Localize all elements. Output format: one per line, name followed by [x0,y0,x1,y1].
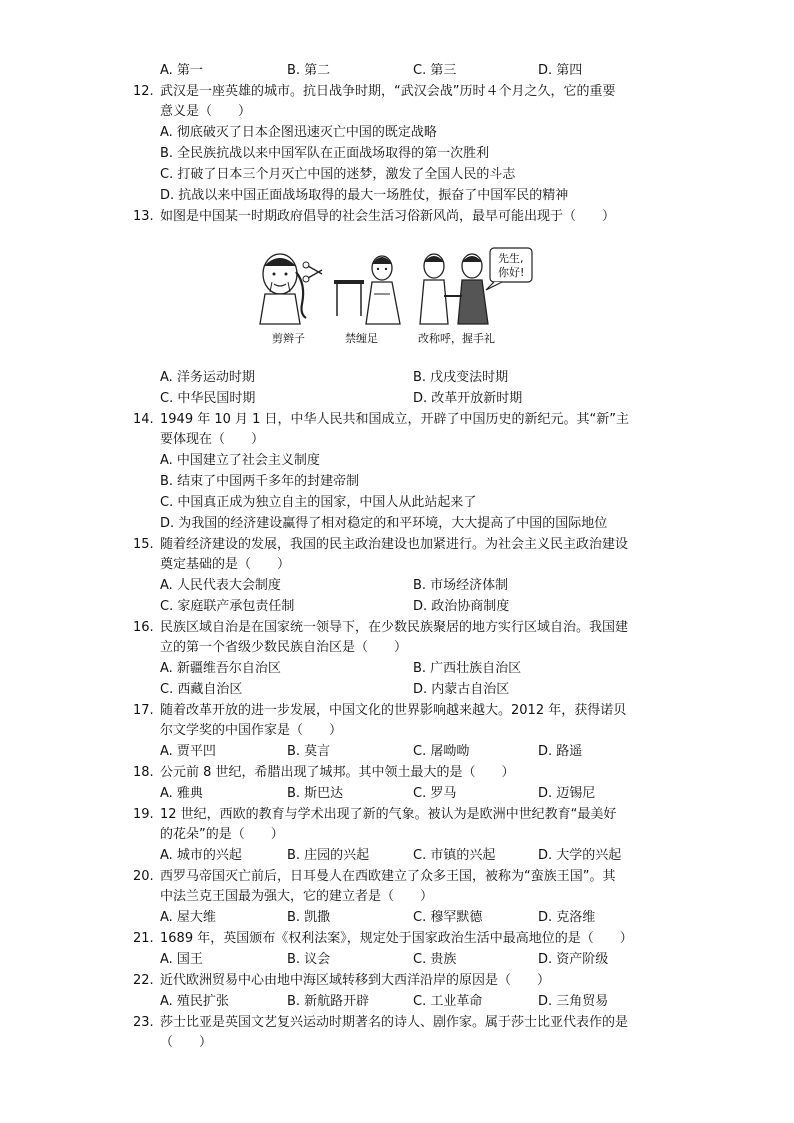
question-number: 15. [133,537,154,552]
option-a: A. 国王 [160,952,203,967]
question-stem: 民族区域自治是在国家统一领导下，在少数民族聚居的地方实行区域自治。我国建 [160,620,629,635]
option-a: A. 第一 [160,63,203,78]
question-stem: 随着经济建设的发展，我国的民主政治建设也加紧进行。为社会主义民主政治建设 [160,537,629,552]
question-stem: 12 世纪，西欧的教育与学术出现了新的气象。被认为是欧洲中世纪教育“最美好 [160,807,617,822]
option-d: D. 内蒙古自治区 [413,682,510,697]
option-a: A. 洋务运动时期 [160,370,255,385]
option-c: C. 罗马 [413,786,457,801]
question-number: 23. [133,1015,154,1030]
option-d: D. 三角贸易 [538,994,609,1009]
option-b: B. 凯撒 [287,910,331,925]
option-b: B. 广西壮族自治区 [413,661,522,676]
question-stem: 1949 年 10 月 1 日，中华人民共和国成立，开辟了中国历史的新纪元。其“新”主 [160,412,630,427]
question-stem: 的花朵”的是（ ） [160,827,284,842]
question-number: 16. [133,620,154,635]
question-number: 13. [133,209,154,224]
question-stem: 要体现在（ ） [160,432,265,447]
speech-bubble-text: 先生, [498,252,524,265]
option-a: A. 城市的兴起 [160,848,242,863]
question-stem: 立的第一个省级少数民族自治区是（ ） [160,640,408,655]
foot-binding-figure [334,256,400,324]
option-a: A. 屋大维 [160,910,216,925]
question-number: 14. [133,412,154,427]
question-stem: 公元前 8 世纪，希腊出现了城邦。其中领土最大的是（ ） [160,765,515,780]
option-b: B. 全民族抗战以来中国军队在正面战场取得的第一次胜利 [160,146,490,161]
option-d: D. 改革开放新时期 [413,391,523,406]
cut-queue-figure [260,254,322,324]
option-c: C. 中国真正成为独立自主的国家，中国人从此站起来了 [160,495,477,510]
question-number: 22. [133,973,154,988]
option-d: D. 为我国的经济建设赢得了相对稳定的和平环境，大大提高了中国的国际地位 [160,516,608,531]
option-b: B. 戊戌变法时期 [413,370,509,385]
option-c: C. 屠呦呦 [413,744,470,759]
speech-bubble-text: 你好! [498,266,525,279]
option-a: A. 贾平凹 [160,744,216,759]
question-stem: （ ） [160,1035,213,1050]
figure-caption: 剪辫子 [272,332,305,345]
option-c: C. 打破了日本三个月灭亡中国的迷梦，激发了全国人民的斗志 [160,167,516,182]
customs-illustration [250,244,540,348]
figure-caption: 改称呼，握手礼 [418,332,495,345]
question-number: 12. [133,84,154,99]
option-d: D. 克洛维 [538,910,596,925]
question-stem: 随着改革开放的进一步发展，中国文化的世界影响越来越大。2012 年，获得诺贝 [160,703,627,718]
option-a: A. 殖民扩张 [160,994,229,1009]
question-stem: 近代欧洲贸易中心由地中海区域转移到大西洋沿岸的原因是（ ） [160,973,551,988]
question-number: 19. [133,807,154,822]
option-d: D. 第四 [538,63,583,78]
option-a: A. 人民代表大会制度 [160,578,281,593]
option-c: C. 工业革命 [413,994,483,1009]
question-number: 21. [133,931,154,946]
question-stem: 中法兰克王国最为强大，它的建立者是（ ） [160,889,434,904]
handshake-figure [420,248,532,324]
figure-caption: 禁缠足 [345,332,378,345]
question-stem: 如图是中国某一时期政府倡导的社会生活习俗新风尚，最早可能出现于（ ） [160,209,616,224]
option-d: D. 政治协商制度 [413,599,510,614]
option-d: D. 抗战以来中国正面战场取得的最大一场胜仗，振奋了中国军民的精神 [160,188,569,203]
option-b: B. 新航路开辟 [287,994,370,1009]
option-b: B. 第二 [287,63,331,78]
option-c: C. 家庭联产承包责任制 [160,599,295,614]
option-c: C. 西藏自治区 [160,682,243,697]
option-d: D. 大学的兴起 [538,848,622,863]
question-number: 18. [133,765,154,780]
question-stem: 武汉是一座英雄的城市。抗日战争时期，“武汉会战”历时４个月之久，它的重要 [160,84,616,99]
option-a: A. 雅典 [160,786,203,801]
option-b: B. 莫言 [287,744,331,759]
question-number: 17. [133,703,154,718]
option-b: B. 结束了中国两千多年的封建帝制 [160,474,360,489]
option-b: B. 市场经济体制 [413,578,509,593]
option-d: D. 迈锡尼 [538,786,596,801]
option-b: B. 议会 [287,952,331,967]
option-c: C. 贵族 [413,952,457,967]
option-d: D. 路遥 [538,744,583,759]
option-a: A. 彻底破灭了日本企图迅速灭亡中国的既定战略 [160,125,437,140]
option-d: D. 资产阶级 [538,952,609,967]
question-stem: 尔文学奖的中国作家是（ ） [160,723,343,738]
option-b: B. 庄园的兴起 [287,848,370,863]
question-stem: 意义是（ ） [160,104,252,119]
option-a: A. 中国建立了社会主义制度 [160,453,320,468]
option-c: C. 中华民国时期 [160,391,256,406]
option-a: A. 新疆维吾尔自治区 [160,661,281,676]
option-c: C. 市镇的兴起 [413,848,496,863]
question-stem: 1689 年，英国颁布《权利法案》，规定处于国家政治生活中最高地位的是（ ） [160,931,633,946]
option-b: B. 斯巴达 [287,786,344,801]
question-stem: 奠定基础的是（ ） [160,557,291,572]
question-stem: 莎士比亚是英国文艺复兴运动时期著名的诗人、剧作家。属于莎士比亚代表作的是 [160,1015,629,1030]
question-number: 20. [133,869,154,884]
option-c: C. 穆罕默德 [413,910,483,925]
option-c: C. 第三 [413,63,457,78]
question-stem: 西罗马帝国灭亡前后，日耳曼人在西欧建立了众多王国，被称为“蛮族王国”。其 [160,869,616,884]
